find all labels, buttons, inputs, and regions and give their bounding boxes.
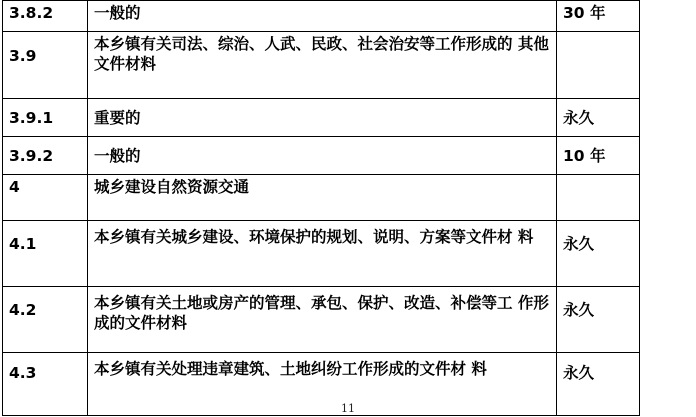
table-body [3, 1, 640, 416]
row-title: 一般的 [88, 1, 557, 32]
page-number: 11 [341, 402, 355, 415]
table-row-section [3, 175, 640, 221]
row-retention: 永久 [557, 99, 640, 137]
table-row [3, 1, 640, 32]
row-retention [557, 175, 640, 221]
row-retention: 30 年 [557, 1, 640, 32]
row-retention: 永久 [557, 287, 640, 353]
table-row [3, 221, 640, 287]
row-title: 本乡镇有关土地或房产的管理、承包、保护、改造、补偿等工 作形成的文件材料 [88, 287, 557, 353]
row-code: 4 [3, 175, 88, 221]
table-row [3, 287, 640, 353]
row-title: 城乡建设自然资源交通 [88, 175, 557, 221]
row-retention [557, 32, 640, 99]
row-code: 3.9.2 [3, 137, 88, 175]
row-retention: 永久 [557, 221, 640, 287]
row-code: 4.3 [3, 353, 88, 416]
row-title: 本乡镇有关司法、综治、人武、民政、社会治安等工作形成的 其他文件材料 [88, 32, 557, 99]
row-retention: 10 年 [557, 137, 640, 175]
row-code: 3.9.1 [3, 99, 88, 137]
row-code: 4.2 [3, 287, 88, 353]
table-row [3, 32, 640, 99]
row-code: 3.8.2 [3, 1, 88, 32]
row-code: 3.9 [3, 32, 88, 99]
row-title: 一般的 [88, 137, 557, 175]
row-title: 本乡镇有关城乡建设、环境保护的规划、说明、方案等文件材 料 [88, 221, 557, 287]
retention-schedule-table [2, 0, 640, 416]
table-row [3, 99, 640, 137]
row-title: 重要的 [88, 99, 557, 137]
row-code: 4.1 [3, 221, 88, 287]
table-row [3, 137, 640, 175]
row-retention: 永久 [557, 353, 640, 416]
row-title: 本乡镇有关处理违章建筑、土地纠纷工作形成的文件材 料 [88, 353, 557, 416]
